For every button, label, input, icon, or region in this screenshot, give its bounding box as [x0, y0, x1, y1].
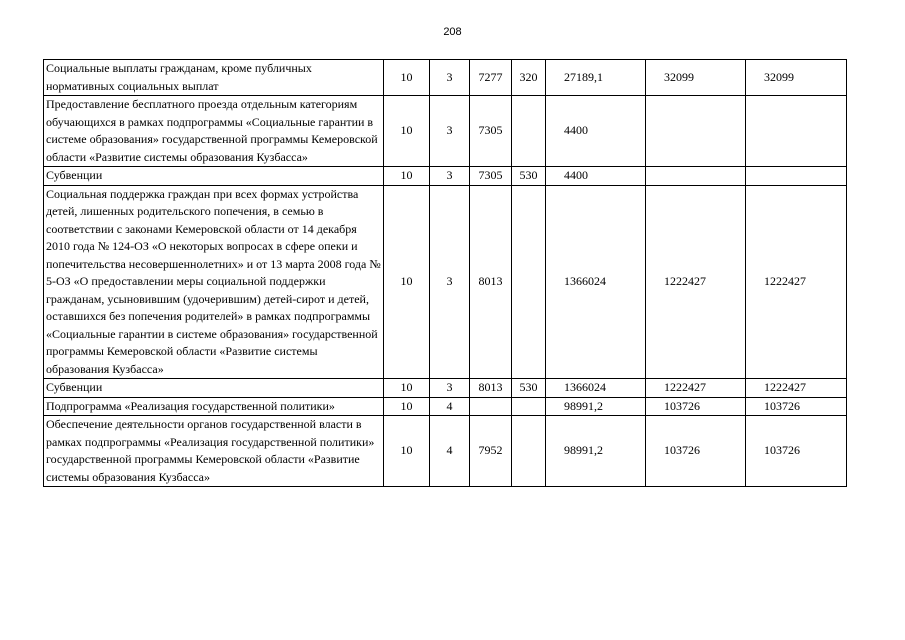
expense-type-cell	[512, 416, 546, 487]
row-name-cell: Подпрограмма «Реализация государственной политики»	[44, 397, 384, 416]
value-1-cell: 1366024	[546, 379, 646, 398]
value-2-cell: 103726	[646, 416, 746, 487]
expense-type-cell	[512, 397, 546, 416]
section-cell: 10	[384, 167, 430, 186]
value-2-cell	[646, 167, 746, 186]
table-row	[44, 397, 847, 416]
table-row	[44, 167, 847, 186]
subsection-cell: 3	[430, 96, 470, 167]
value-2-cell: 103726	[646, 397, 746, 416]
value-3-cell	[746, 96, 847, 167]
expense-type-cell: 530	[512, 379, 546, 398]
target-cell: 7277	[470, 60, 512, 96]
table-row	[44, 379, 847, 398]
value-1-cell: 4400	[546, 96, 646, 167]
row-name-cell: Предоставление бесплатного проезда отдельным категориям обучающихся в рамках подпрограммы «Социальные гарантии в системе образования» государственной программы Кемеровской области «Развитие системы образования Кузбасса»	[44, 96, 384, 167]
value-3-cell: 32099	[746, 60, 847, 96]
subsection-cell: 4	[430, 397, 470, 416]
target-cell: 8013	[470, 185, 512, 379]
subsection-cell: 3	[430, 167, 470, 186]
section-cell: 10	[384, 397, 430, 416]
subsection-cell: 4	[430, 416, 470, 487]
target-cell	[470, 397, 512, 416]
value-1-cell: 98991,2	[546, 397, 646, 416]
row-name-cell: Субвенции	[44, 379, 384, 398]
expense-type-cell	[512, 96, 546, 167]
expense-type-cell: 530	[512, 167, 546, 186]
value-2-cell: 1222427	[646, 185, 746, 379]
table-row	[44, 185, 847, 379]
section-cell: 10	[384, 185, 430, 379]
budget-table	[43, 59, 847, 487]
subsection-cell: 3	[430, 379, 470, 398]
value-3-cell: 103726	[746, 397, 847, 416]
page-number: 208	[443, 26, 462, 38]
value-2-cell: 32099	[646, 60, 746, 96]
subsection-cell: 3	[430, 185, 470, 379]
value-1-cell: 27189,1	[546, 60, 646, 96]
row-name-cell: Социальные выплаты гражданам, кроме публичных нормативных социальных выплат	[44, 60, 384, 96]
value-3-cell	[746, 167, 847, 186]
target-cell: 7305	[470, 96, 512, 167]
subsection-cell: 3	[430, 60, 470, 96]
table-row	[44, 60, 847, 96]
expense-type-cell	[512, 185, 546, 379]
target-cell: 8013	[470, 379, 512, 398]
value-1-cell: 4400	[546, 167, 646, 186]
row-name-cell: Обеспечение деятельности органов государственной власти в рамках подпрограммы «Реализация государственной политики» государственной программы Кемеровской области «Развитие системы образования Кузбасса»	[44, 416, 384, 487]
section-cell: 10	[384, 379, 430, 398]
value-1-cell: 98991,2	[546, 416, 646, 487]
value-3-cell: 1222427	[746, 185, 847, 379]
section-cell: 10	[384, 60, 430, 96]
row-name-cell: Социальная поддержка граждан при всех формах устройства детей, лишенных родительского попечения, в семью в соответствии с законами Кемеровской области от 14 декабря 2010 года № 124-ОЗ «О некоторых вопросах в сфере опеки и попечительства несовершеннолетних» и от 13 марта 2008 года № 5-ОЗ «О предоставлении меры социальной поддержки гражданам, усыновившим (удочерившим) детей-сирот и детей, оставшихся без попечения родителей» в рамках подпрограммы «Социальные гарантии в системе образования» государственной программы Кемеровской области «Развитие системы образования Кузбасса»	[44, 185, 384, 379]
target-cell: 7952	[470, 416, 512, 487]
value-2-cell: 1222427	[646, 379, 746, 398]
target-cell: 7305	[470, 167, 512, 186]
expense-type-cell: 320	[512, 60, 546, 96]
table-row	[44, 96, 847, 167]
value-3-cell: 1222427	[746, 379, 847, 398]
value-1-cell: 1366024	[546, 185, 646, 379]
row-name-cell: Субвенции	[44, 167, 384, 186]
value-2-cell	[646, 96, 746, 167]
value-3-cell: 103726	[746, 416, 847, 487]
section-cell: 10	[384, 96, 430, 167]
section-cell: 10	[384, 416, 430, 487]
table-row	[44, 416, 847, 487]
